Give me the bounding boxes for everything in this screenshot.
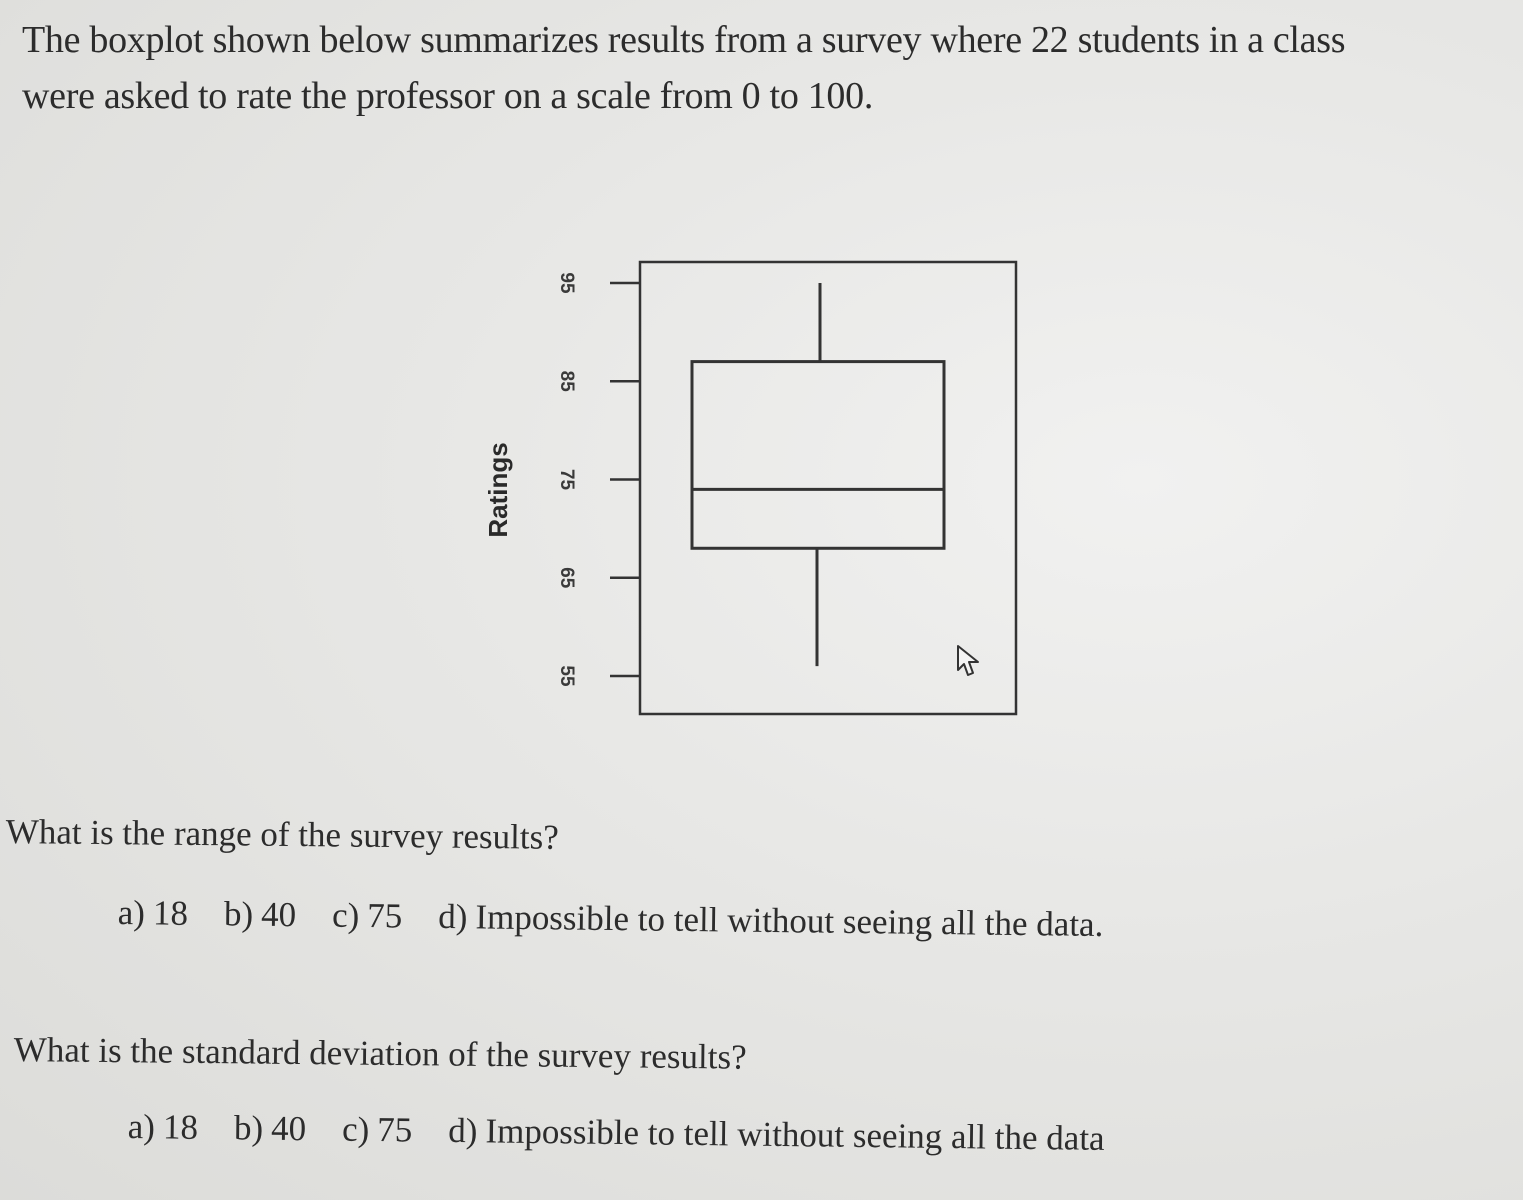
- y-tick-label: 65: [555, 567, 577, 589]
- problem-statement-line-1: The boxplot shown below summarizes results from a survey where 22 students in a class: [22, 19, 1346, 61]
- interquartile-box: [692, 362, 944, 549]
- option-letter: b): [233, 1108, 264, 1148]
- option-range-d[interactable]: [438, 897, 1104, 945]
- option-text: 75: [367, 896, 403, 936]
- option-letter: a): [127, 1107, 156, 1147]
- option-letter: b): [223, 894, 254, 934]
- problem-statement-line-2: were asked to rate the professor on a scale from 0 to 100.: [22, 75, 874, 117]
- option-text: 40: [270, 1108, 307, 1149]
- option-sd-d[interactable]: [448, 1111, 1105, 1159]
- box-group: [692, 283, 944, 666]
- option-letter: d): [448, 1110, 478, 1151]
- question-range: What is the range of the survey results?: [5, 812, 559, 857]
- option-sd-b[interactable]: [234, 1108, 307, 1149]
- option-sd-a[interactable]: [128, 1107, 199, 1148]
- y-tick-label: 55: [555, 665, 577, 687]
- y-tick-label: 85: [555, 370, 577, 392]
- y-tick-label: 75: [555, 468, 577, 491]
- option-text: 18: [162, 1107, 199, 1147]
- option-letter: d): [438, 896, 468, 937]
- option-text: Impossible to tell without seeing all the data: [485, 1111, 1105, 1158]
- option-text: 40: [260, 894, 297, 935]
- question-standard-deviation: What is the standard deviation of the survey results?: [13, 1030, 747, 1077]
- option-letter: c): [331, 895, 360, 935]
- option-letter: a): [117, 893, 146, 933]
- mouse-pointer-icon: [956, 644, 982, 678]
- y-tick-label: 95: [555, 272, 577, 294]
- y-axis-ticks: [556, 272, 640, 687]
- option-range-c[interactable]: [332, 896, 403, 937]
- option-sd-c[interactable]: [342, 1110, 413, 1151]
- option-letter: c): [341, 1109, 370, 1149]
- option-text: 18: [152, 893, 189, 933]
- option-text: 75: [377, 1110, 413, 1150]
- option-range-a[interactable]: [118, 893, 189, 934]
- option-range-b[interactable]: [224, 894, 297, 935]
- option-text: Impossible to tell without seeing all the data.: [475, 897, 1104, 945]
- y-axis-label: Ratings: [483, 442, 513, 538]
